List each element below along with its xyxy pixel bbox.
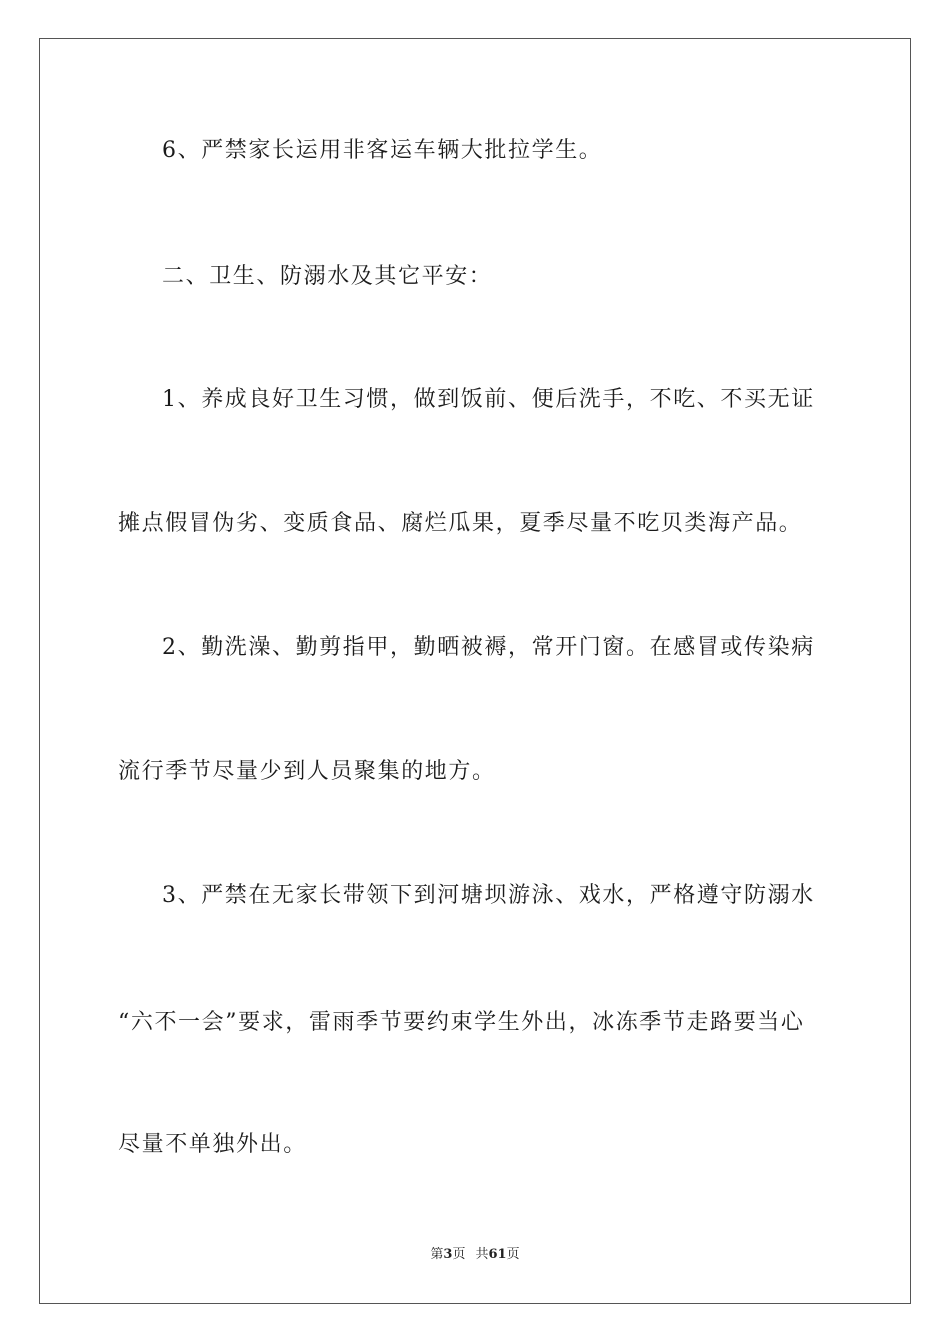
section-heading-line: 二、卫生、防溺水及其它平安： <box>162 264 493 289</box>
page-footer <box>0 1246 950 1264</box>
paragraph-line-8: “六不一会”要求，雷雨季节要约束学生外出，冰冻季节走路要当心 <box>118 1010 805 1035</box>
paragraph-line-6: 流行季节尽量少到人员聚集的地方。 <box>118 759 496 784</box>
total-suffix: 页 <box>506 1247 520 1262</box>
page-frame <box>39 38 911 1304</box>
page-suffix: 页 <box>452 1247 466 1262</box>
paragraph-line-4: 摊点假冒伪劣、变质食品、腐烂瓜果，夏季尽量不吃贝类海产品。 <box>118 511 803 536</box>
paragraph-line-3: 1、养成良好卫生习惯，做到饭前、便后洗手，不吃、不买无证 <box>162 387 815 412</box>
paragraph-line-7: 3、严禁在无家长带领下到河塘坝游泳、戏水，严格遵守防溺水 <box>162 883 815 908</box>
page-prefix: 第 <box>430 1247 444 1262</box>
current-page-number: 3 <box>443 1247 453 1262</box>
paragraph-line-5: 2、勤洗澡、勤剪指甲，勤晒被褥，常开门窗。在感冒或传染病 <box>162 635 815 660</box>
paragraph-line-9: 尽量不单独外出。 <box>118 1132 307 1157</box>
total-prefix: 共 <box>475 1247 489 1262</box>
paragraph-line-1: 6、严禁家长运用非客运车辆大批拉学生。 <box>162 138 603 163</box>
total-page-count: 61 <box>488 1247 507 1262</box>
